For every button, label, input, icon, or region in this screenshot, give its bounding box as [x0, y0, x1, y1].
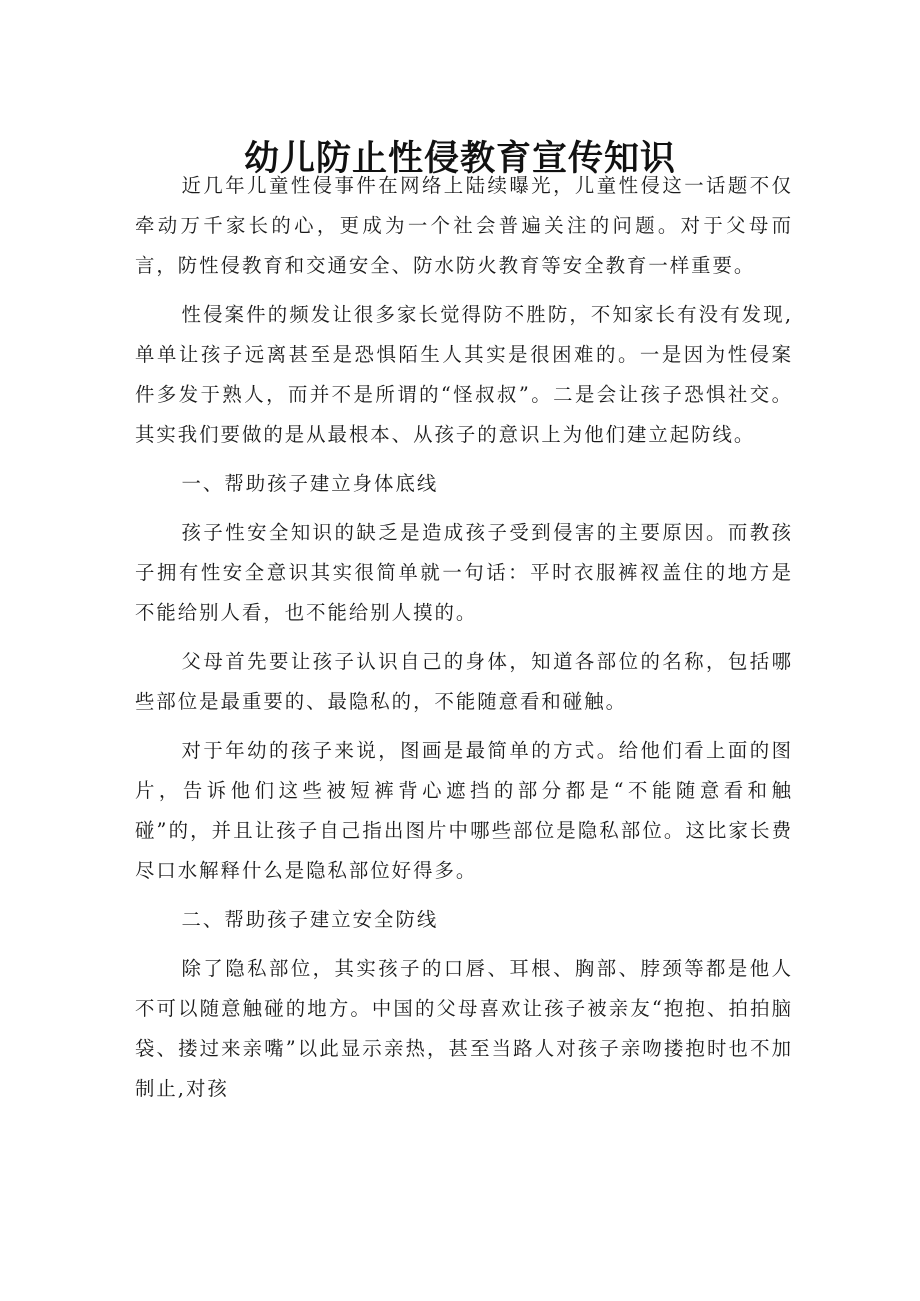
paragraph-know-body: 父母首先要让孩子认识自己的身体，知道各部位的名称，包括哪些部位是最重要的、最隐私的，不能随意看和碰触。	[135, 650, 793, 713]
document-body	[135, 166, 793, 1118]
section-heading-2: 二、帮助孩子建立安全防线	[181, 908, 439, 931]
paragraph-frequency: 性侵案件的频发让很多家长觉得防不胜防，不知家长有没有发现,单单让孩子远离甚至是恐惧陌生人其实是很困难的。一是因为性侵案件多发于熟人，而并不是所谓的“怪叔叔”。二是会让孩子恐惧社交。其实我们要做的是从最根本、从孩子的意识上为他们建立起防线。	[135, 303, 793, 446]
paragraph-pictures: 对于年幼的孩子来说，图画是最简单的方式。给他们看上面的图片，告诉他们这些被短裤背心遮挡的部分都是“不能随意看和触碰”的，并且让孩子自己指出图片中哪些部位是隐私部位。这比家长费尽口水解释什么是隐私部位好得多。	[135, 739, 793, 882]
paragraph-intro: 近几年儿童性侵事件在网络上陆续曝光，儿童性侵这一话题不仅牵动万千家长的心，更成为一个社会普遍关注的问题。对于父母而言，防性侵教育和交通安全、防水防火教育等安全教育一样重要。	[135, 174, 793, 277]
section-heading-1: 一、帮助孩子建立身体底线	[181, 472, 439, 495]
document-title: 幼儿防止性侵教育宣传知识	[243, 138, 676, 180]
paragraph-safety-line: 除了隐私部位，其实孩子的口唇、耳根、胸部、脖颈等都是他人不可以随意触碰的地方。中国的父母喜欢让孩子被亲友“抱抱、拍拍脑袋、搂过来亲嘴”以此显示亲热，甚至当路人对孩子亲吻搂抱时也不加制止,对孩	[135, 957, 793, 1100]
paragraph-body-bottomline: 孩子性安全知识的缺乏是造成孩子受到侵害的主要原因。而教孩子拥有性安全意识其实很简单就一句话：平时衣服裤衩盖住的地方是不能给别人看，也不能给别人摸的。	[135, 521, 793, 624]
